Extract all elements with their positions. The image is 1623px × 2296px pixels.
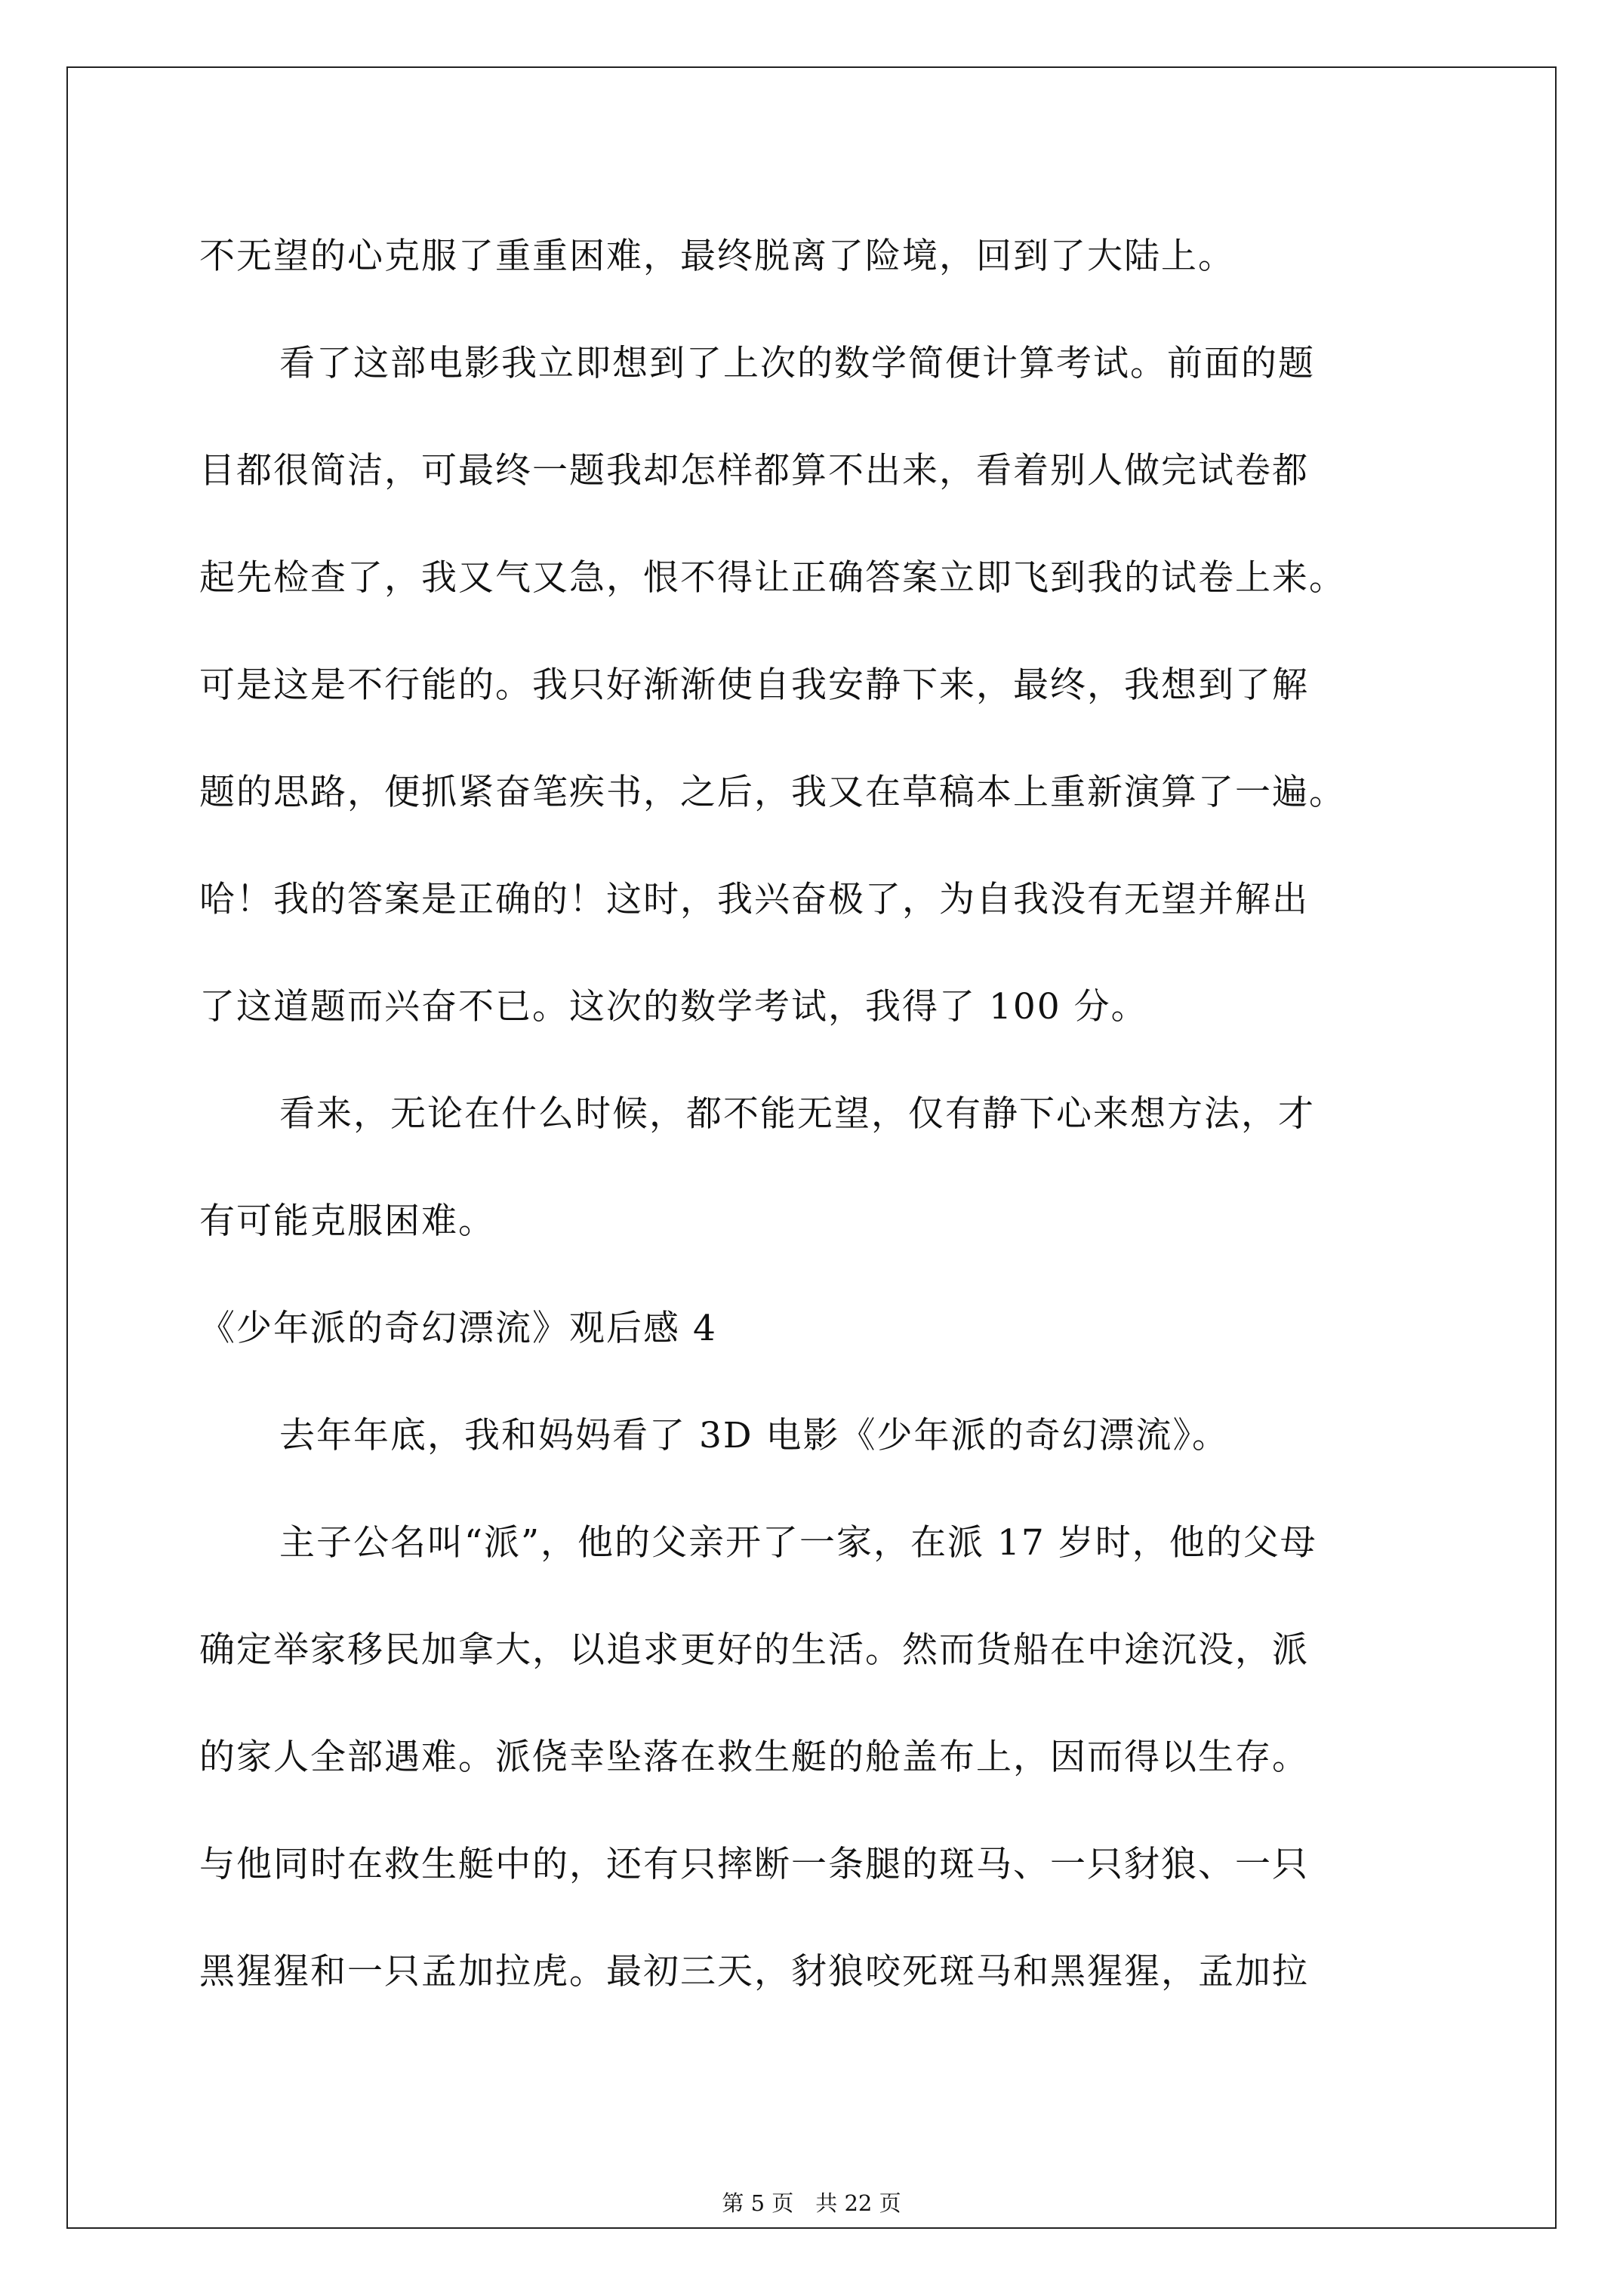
text-line: 主子公名叫“派”，他的父亲开了一家，在派 17 岁时，他的父母 <box>279 1522 1317 1564</box>
text-line: 确定举家移民加拿大，以追求更好的生活。然而货船在中途沉没，派 <box>199 1629 1309 1671</box>
text-line: 去年年底，我和妈妈看了 3D 电影《少年派的奇幻漂流》。 <box>279 1415 1229 1456</box>
text-line: 看了这部电影我立即想到了上次的数学简便计算考试。前面的题 <box>279 343 1315 384</box>
text-line: 起先检查了，我又气又急，恨不得让正确答案立即飞到我的试卷上来。 <box>199 557 1346 599</box>
text-line: 看来，无论在什么时候，都不能无望，仅有静下心来想方法，才 <box>279 1093 1315 1135</box>
text-line: 的家人全部遇难。派侥幸坠落在救生艇的舱盖布上，因而得以生存。 <box>199 1737 1309 1778</box>
text-line: 哈！我的答案是正确的！这时，我兴奋极了，为自我没有无望并解出 <box>199 879 1309 920</box>
text-line: 题的思路，便抓紧奋笔疾书，之后，我又在草稿本上重新演算了一遍。 <box>199 772 1346 813</box>
text-line: 黑猩猩和一只孟加拉虎。最初三天，豺狼咬死斑马和黑猩猩，孟加拉 <box>199 1951 1309 1992</box>
section-heading: 《少年派的奇幻漂流》观后感 4 <box>199 1308 717 1349</box>
text-line: 可是这是不行能的。我只好渐渐使自我安静下来，最终，我想到了解 <box>199 664 1309 706</box>
text-line: 不无望的心克服了重重困难，最终脱离了险境，回到了大陆上。 <box>199 236 1235 277</box>
text-line: 目都很简洁，可最终一题我却怎样都算不出来，看着别人做完试卷都 <box>199 450 1309 492</box>
text-line: 有可能克服困难。 <box>199 1200 495 1242</box>
text-line: 了这道题而兴奋不已。这次的数学考试，我得了 100 分。 <box>199 986 1148 1028</box>
page-border <box>66 66 1557 2229</box>
text-line: 与他同时在救生艇中的，还有只摔断一条腿的斑马、一只豺狼、一只 <box>199 1844 1309 1885</box>
page-number-footer: 第 5 页 共 22 页 <box>722 2190 901 2216</box>
